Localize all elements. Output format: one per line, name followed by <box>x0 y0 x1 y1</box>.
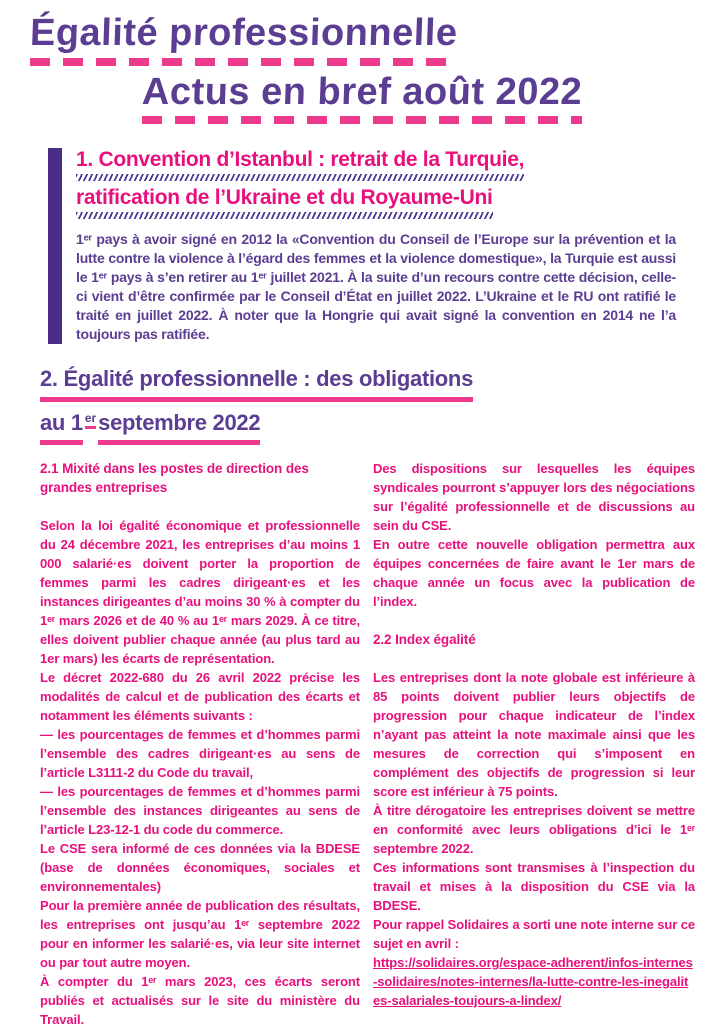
left-paragraph: Le décret 2022-680 du 26 avril 2022 précise les modalités de calcul et de publication des écarts et notamment les éléments suivants : <box>40 669 360 723</box>
right-column <box>373 459 695 1029</box>
section-2-heading <box>40 366 724 445</box>
section-1-body: 1ᵉʳ pays à avoir signé en 2012 la «Convention du Conseil de l’Europe sur la prévention et la lutte contre la violence à l’égard des femmes et la violence domestique», la Turquie est aussi le 1ᵉʳ pays à s’en retirer au 1ᵉʳ juillet 2021. À la suite d’un recours contre cette décision, celle-ci vient d’être confirmée par le Conseil d’État en juillet 2022. L’Ukraine et le RU ont ratifié le traité en juillet 2022. À noter que la Hongrie qui avait signé la convention en 2014 ne l’a toujours pas ratifiée. <box>76 231 676 343</box>
right-paragraph: Des dispositions sur lesquelles les équipes syndicales pourront s’appuyer lors des négociations sur l’égalité professionnelle et de discussions au sein du CSE. <box>373 460 695 533</box>
right-paragraph: Pour rappel Solidaires a sorti une note interne sur ce sujet en avril : <box>373 916 695 951</box>
right-paragraph: Ces informations sont transmises à l’inspection du travail et mises à la disposition du CSE via la BDESE. <box>373 859 695 913</box>
left-paragraph: — les pourcentages de femmes et d’hommes parmi l’ensemble des instances dirigeantes au sens de l’article L23-12-1 du code du commerce. <box>40 783 360 837</box>
left-paragraph: Pour la première année de publication des résultats, les entreprises ont jusqu’au 1ᵉʳ septembre 2022 pour en informer les salarié·es, via leur site internet ou par tout autre moyen. <box>40 897 360 970</box>
superscript-er: er <box>85 411 96 429</box>
subheading-2-2: 2.2 Index égalité <box>373 631 476 647</box>
section-1 <box>48 148 694 344</box>
page-title-line1: Égalité professionnelle <box>29 12 459 54</box>
subheading-2-1: 2.1 Mixité dans les postes de direction des grandes entreprises <box>40 460 309 495</box>
right-paragraph: À titre dérogatoire les entreprises doivent se mettre en conformité avec leurs obligations d’ici le 1ᵉʳ septembre 2022. <box>373 802 695 856</box>
section-2-heading-line-1: 2. Égalité professionnelle : des obligations <box>40 366 473 401</box>
hatched-underline-2 <box>76 212 493 219</box>
heading-line2-post: septembre 2022 <box>98 410 260 445</box>
section-2-heading-line-2 <box>40 410 260 445</box>
section-1-heading-line-2: ratification de l’Ukraine et du Royaume-Uni <box>76 186 493 219</box>
section-1-heading-line-1: 1. Convention d’Istanbul : retrait de la Turquie, <box>76 148 524 181</box>
title-dashed-rule-1 <box>30 58 458 66</box>
left-paragraph: — les pourcentages de femmes et d’hommes parmi l’ensemble des cadres dirigeant·es au sens de l’article L3111-2 du Code du travail, <box>40 726 360 780</box>
section-2-columns <box>40 459 695 1029</box>
title-line-2 <box>141 70 583 125</box>
title-dashed-rule-2 <box>142 116 582 124</box>
right-paragraph: Les entreprises dont la note globale est inférieure à 85 points doivent publier leurs objectifs de progression pour chaque indicateur de l’index n’ayant pas atteint la note maximale ainsi que les mesures de correction qui s’imposent en complément des objectifs de progression si leur score est inférieur à 75 points. <box>373 669 695 799</box>
section-1-content <box>76 148 676 344</box>
solidaires-link[interactable]: https://solidaires.org/espace-adherent/infos-internes-solidaires/notes-internes/la-lutte-contre-les-inegalites-salariales-toujours-a-lindex/ <box>373 954 693 1008</box>
page-title-line2: Actus en bref août 2022 <box>141 70 583 113</box>
right-paragraph: En outre cette nouvelle obligation permettra aux équipes concernées de faire avant le 1er mars de chaque année un focus avec la publication de l’index. <box>373 536 695 609</box>
title-line-1 <box>30 14 458 66</box>
heading-line2-pre: au 1 <box>40 410 83 445</box>
section-accent-bar <box>48 148 62 344</box>
hatched-underline-1 <box>76 174 524 181</box>
left-paragraph: Selon la loi égalité économique et professionnelle du 24 décembre 2021, les entreprises d’au moins 1 000 salarié·es doivent porter la proportion de femmes parmi les cadres dirigeant·es et les instances dirigeantes d’au moins 30 % à compter du 1ᵉʳ mars 2026 et de 40 % au 1ᵉʳ mars 2029. À ce titre, elles doivent publier chaque année (au plus tard au 1er mars) les écarts de représentation. <box>40 517 360 666</box>
left-paragraph: Le CSE sera informé de ces données via la BDESE (base de données économiques, sociales et environnementales) <box>40 840 360 894</box>
left-paragraph: À compter du 1ᵉʳ mars 2023, ces écarts seront publiés et actualisés sur le site du ministère du Travail. <box>40 973 360 1027</box>
left-column <box>40 459 360 1029</box>
masthead <box>0 0 724 124</box>
